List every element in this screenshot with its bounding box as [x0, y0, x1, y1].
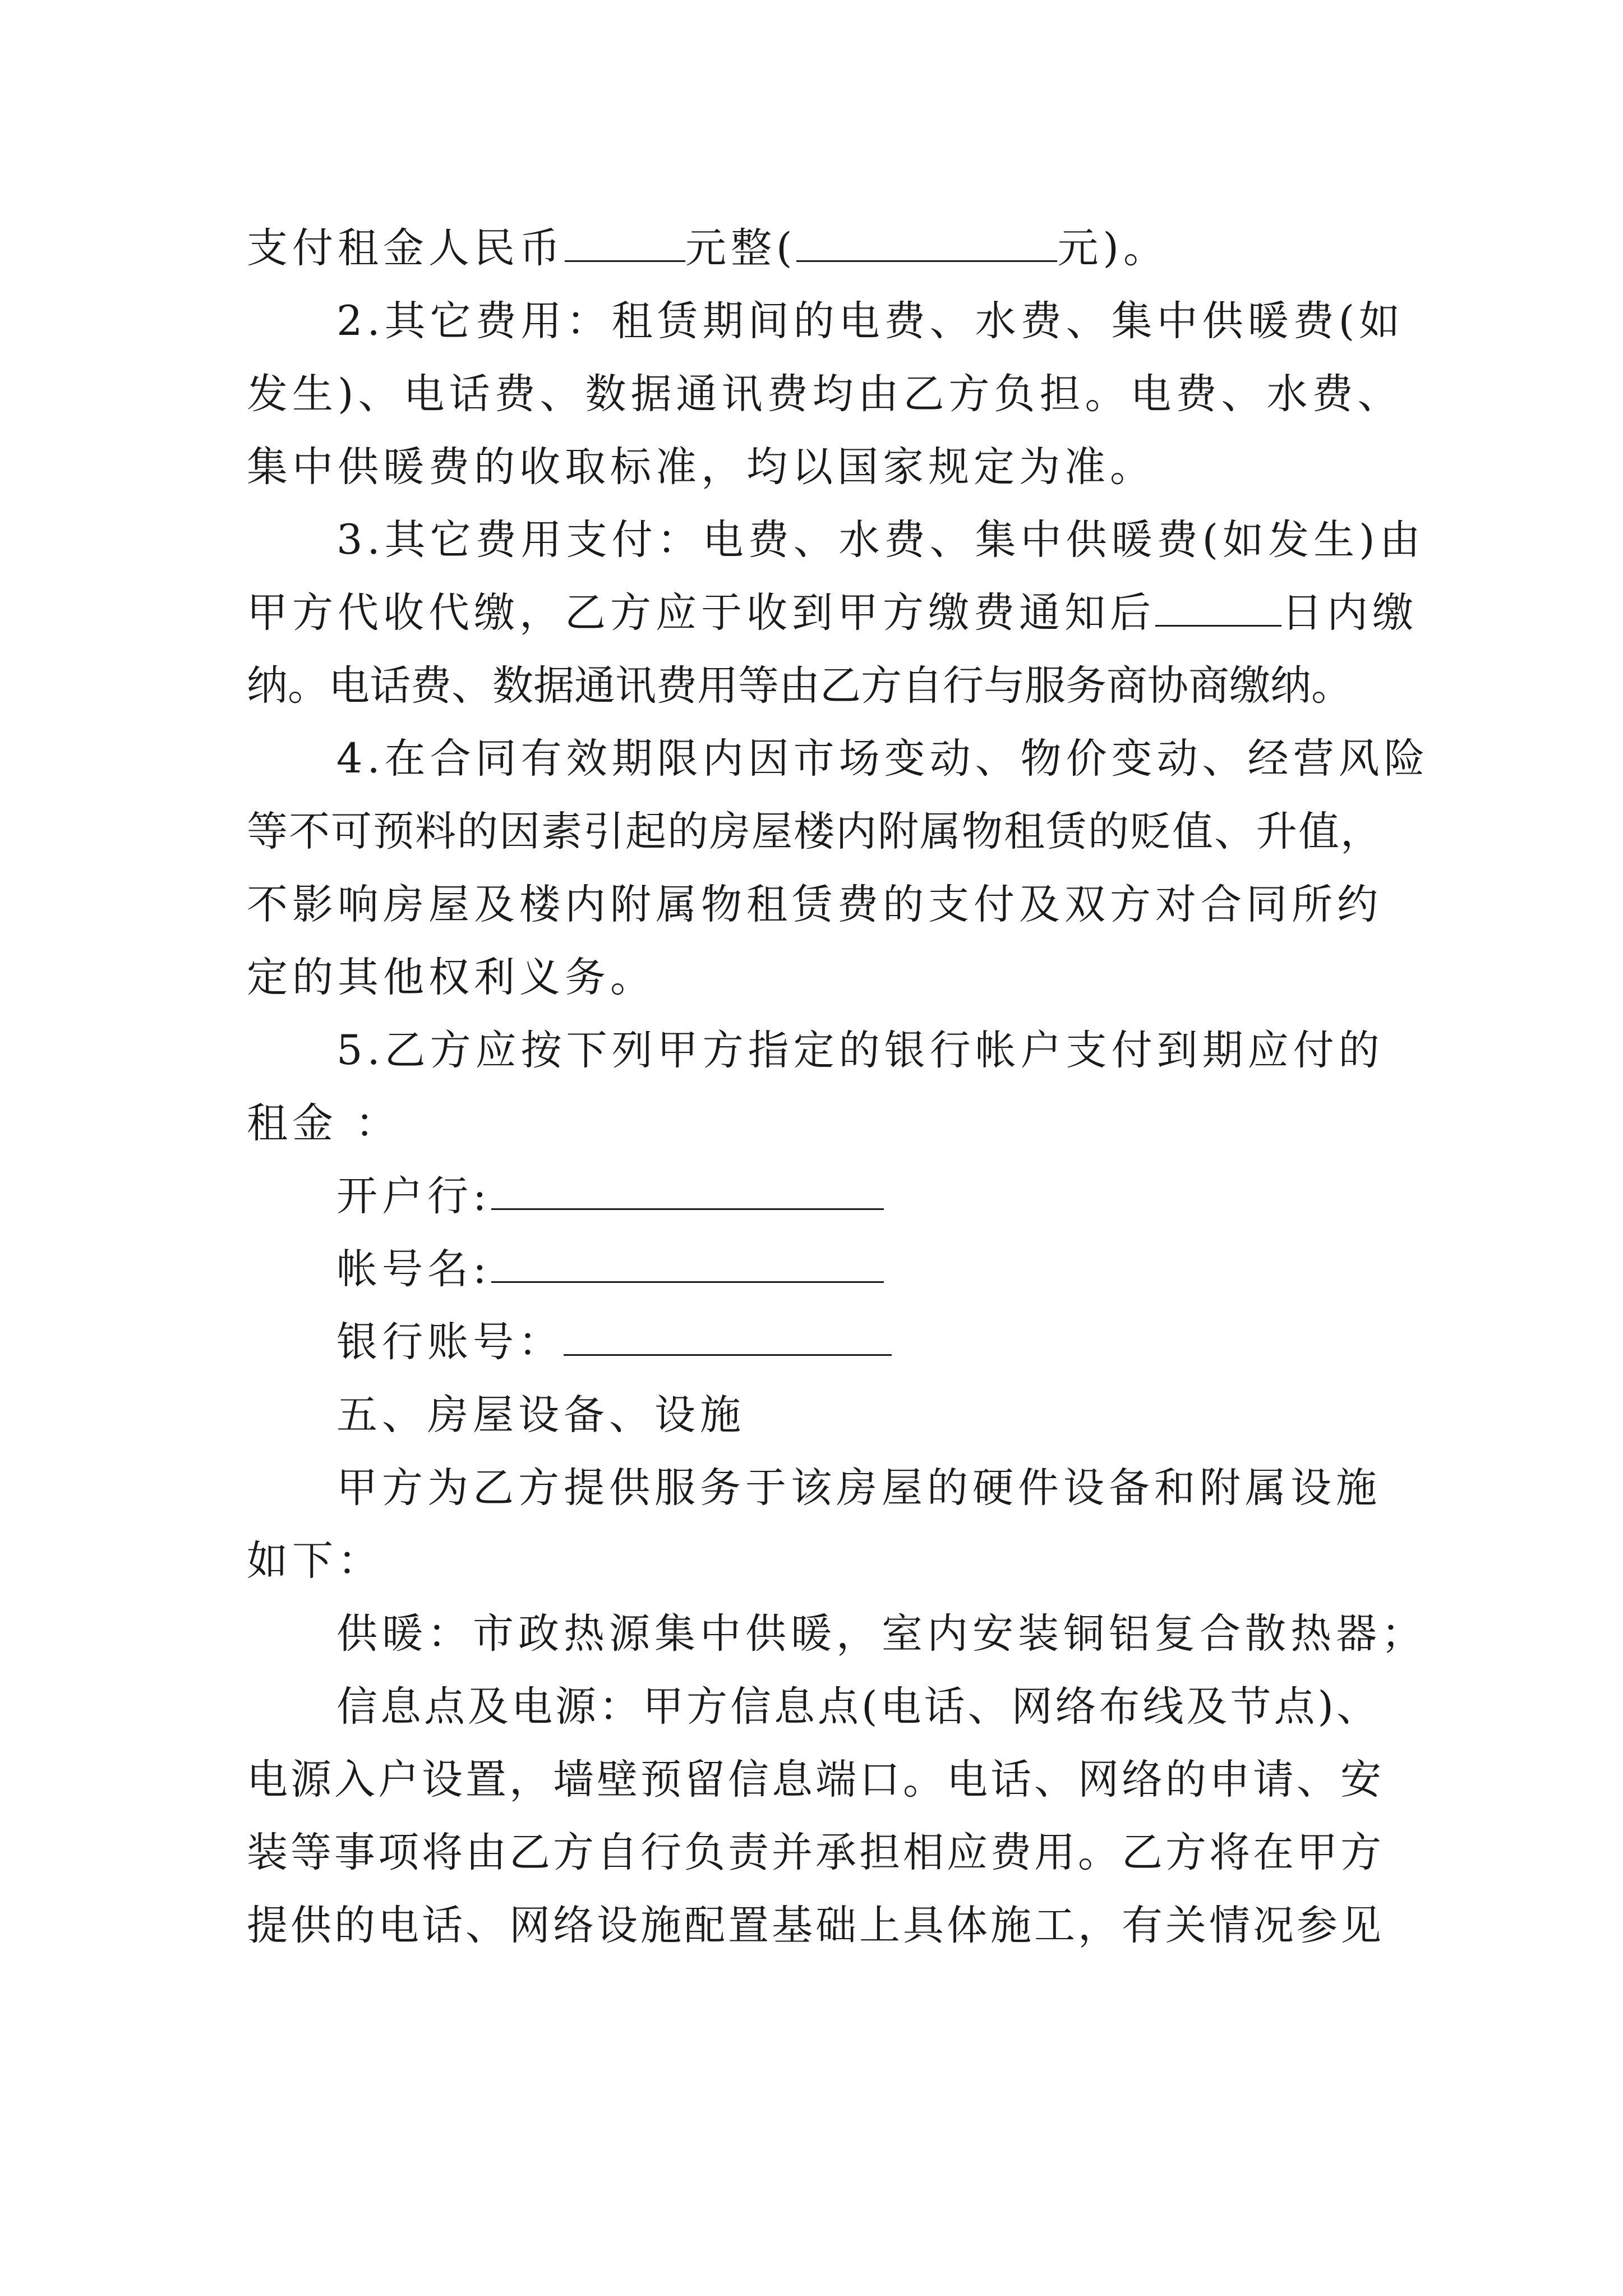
text-line: 信息点及电源：甲方信息点(电话、网络布线及节点)、 — [336, 1683, 1380, 1731]
section-heading: 五、房屋设备、设施 — [336, 1391, 745, 1439]
text-segment: 日内缴 — [1281, 589, 1418, 637]
account-name-line — [336, 1241, 884, 1297]
bank-name-line — [336, 1168, 884, 1225]
text-line — [247, 585, 1418, 641]
text-line: 3.其它费用支付：电费、水费、集中供暖费(如发生)由 — [336, 516, 1425, 564]
fill-in-blank — [491, 1169, 884, 1210]
fill-in-blank — [796, 221, 1057, 262]
text-line: 发生)、电话费、数据通讯费均由乙方负担。电费、水费、 — [247, 370, 1403, 418]
account-number-line — [336, 1314, 892, 1370]
text-line: 供暖：市政热源集中供暖，室内安装铜铝复合散热器； — [336, 1610, 1427, 1658]
text-segment: 甲方代收代缴，乙方应于收到甲方缴费通知后 — [247, 589, 1155, 637]
text-line: 装等事项将由乙方自行负责并承担相应费用。乙方将在甲方 — [247, 1829, 1384, 1876]
text-line: 定的其他权利义务。 — [247, 954, 656, 1001]
text-segment: 支付租金人民币 — [247, 224, 565, 272]
fill-in-blank — [565, 221, 685, 262]
account-number-label: 银行账号： — [336, 1318, 564, 1366]
bank-name-label: 开户行: — [336, 1172, 491, 1220]
text-line: 5.乙方应按下列甲方指定的银行帐户支付到期应付的 — [336, 1027, 1384, 1074]
text-line: 如下： — [247, 1537, 383, 1585]
text-line: 集中供暖费的收取标准，均以国家规定为准。 — [247, 443, 1155, 491]
text-line: 提供的电话、网络设施配置基础上具体施工，有关情况参见 — [247, 1902, 1384, 1949]
text-segment: 元)。 — [1057, 224, 1169, 272]
text-line: 租金 ： — [247, 1099, 401, 1147]
fill-in-blank — [491, 1242, 884, 1283]
text-line: 不影响房屋及楼内附属物租赁费的支付及双方对合同所约 — [247, 881, 1382, 928]
text-line: 2.其它费用：租赁期间的电费、水费、集中供暖费(如 — [336, 297, 1405, 345]
text-line: 等不可预料的因素引起的房屋楼内附属物租赁的贬值、升值， — [247, 808, 1382, 855]
fill-in-blank — [1155, 586, 1281, 627]
text-line: 电源入户设置，墙壁预留信息端口。电话、网络的申请、安 — [247, 1756, 1384, 1803]
text-line: 4.在合同有效期限内因市场变动、物价变动、经营风险 — [336, 735, 1430, 783]
text-line — [247, 220, 1169, 277]
fill-in-blank — [564, 1315, 892, 1356]
account-name-label: 帐号名: — [336, 1245, 491, 1293]
text-line: 甲方为乙方提供服务于该房屋的硬件设备和附属设施 — [336, 1464, 1381, 1512]
text-segment: 元整( — [685, 224, 797, 272]
text-line: 纳。电话费、数据通讯费用等由乙方自行与服务商协商缴纳。 — [247, 662, 1352, 710]
